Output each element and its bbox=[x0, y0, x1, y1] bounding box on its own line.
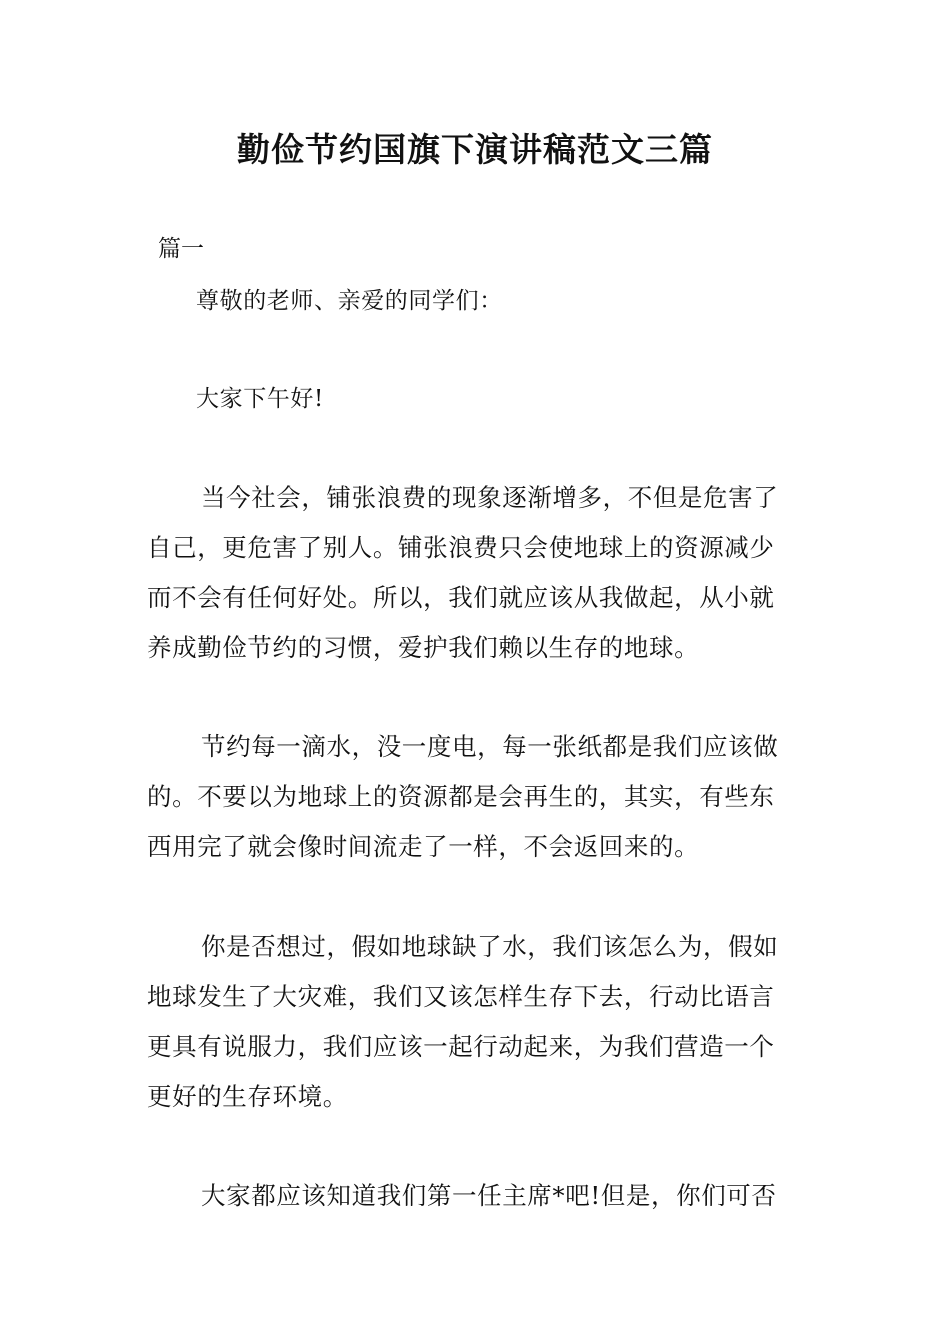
paragraph-line: 西用完了就会像时间流走了一样，不会返回来的。 bbox=[147, 832, 700, 861]
paragraph-line: 更好的生存环境。 bbox=[147, 1082, 348, 1111]
section-label: 篇一 bbox=[158, 236, 204, 262]
opening-line: 大家下午好! bbox=[196, 386, 324, 412]
paragraph-line: 而不会有任何好处。所以，我们就应该从我做起，从小就 bbox=[147, 583, 775, 612]
paragraph-line: 养成勤俭节约的习惯，爱护我们赖以生存的地球。 bbox=[147, 633, 700, 662]
paragraph-line: 大家都应该知道我们第一任主席*吧!但是，你们可否 bbox=[201, 1181, 777, 1210]
paragraph-line: 的。不要以为地球上的资源都是会再生的，其实，有些东 bbox=[147, 782, 775, 811]
paragraph-line: 地球发生了大灾难，我们又该怎样生存下去，行动比语言 bbox=[147, 982, 775, 1011]
paragraph-line: 更具有说服力，我们应该一起行动起来，为我们营造一个 bbox=[147, 1032, 775, 1061]
paragraph-line: 你是否想过，假如地球缺了水，我们该怎么为，假如 bbox=[201, 932, 779, 961]
document-title: 勤俭节约国旗下演讲稿范文三篇 bbox=[237, 130, 713, 169]
paragraph-line: 当今社会，铺张浪费的现象逐渐增多，不但是危害了 bbox=[201, 483, 779, 512]
greeting-line: 尊敬的老师、亲爱的同学们： bbox=[196, 288, 503, 314]
paragraph-line: 节约每一滴水，没一度电，每一张纸都是我们应该做 bbox=[201, 732, 779, 761]
paragraph-line: 自己，更危害了别人。铺张浪费只会使地球上的资源减少 bbox=[147, 533, 775, 562]
